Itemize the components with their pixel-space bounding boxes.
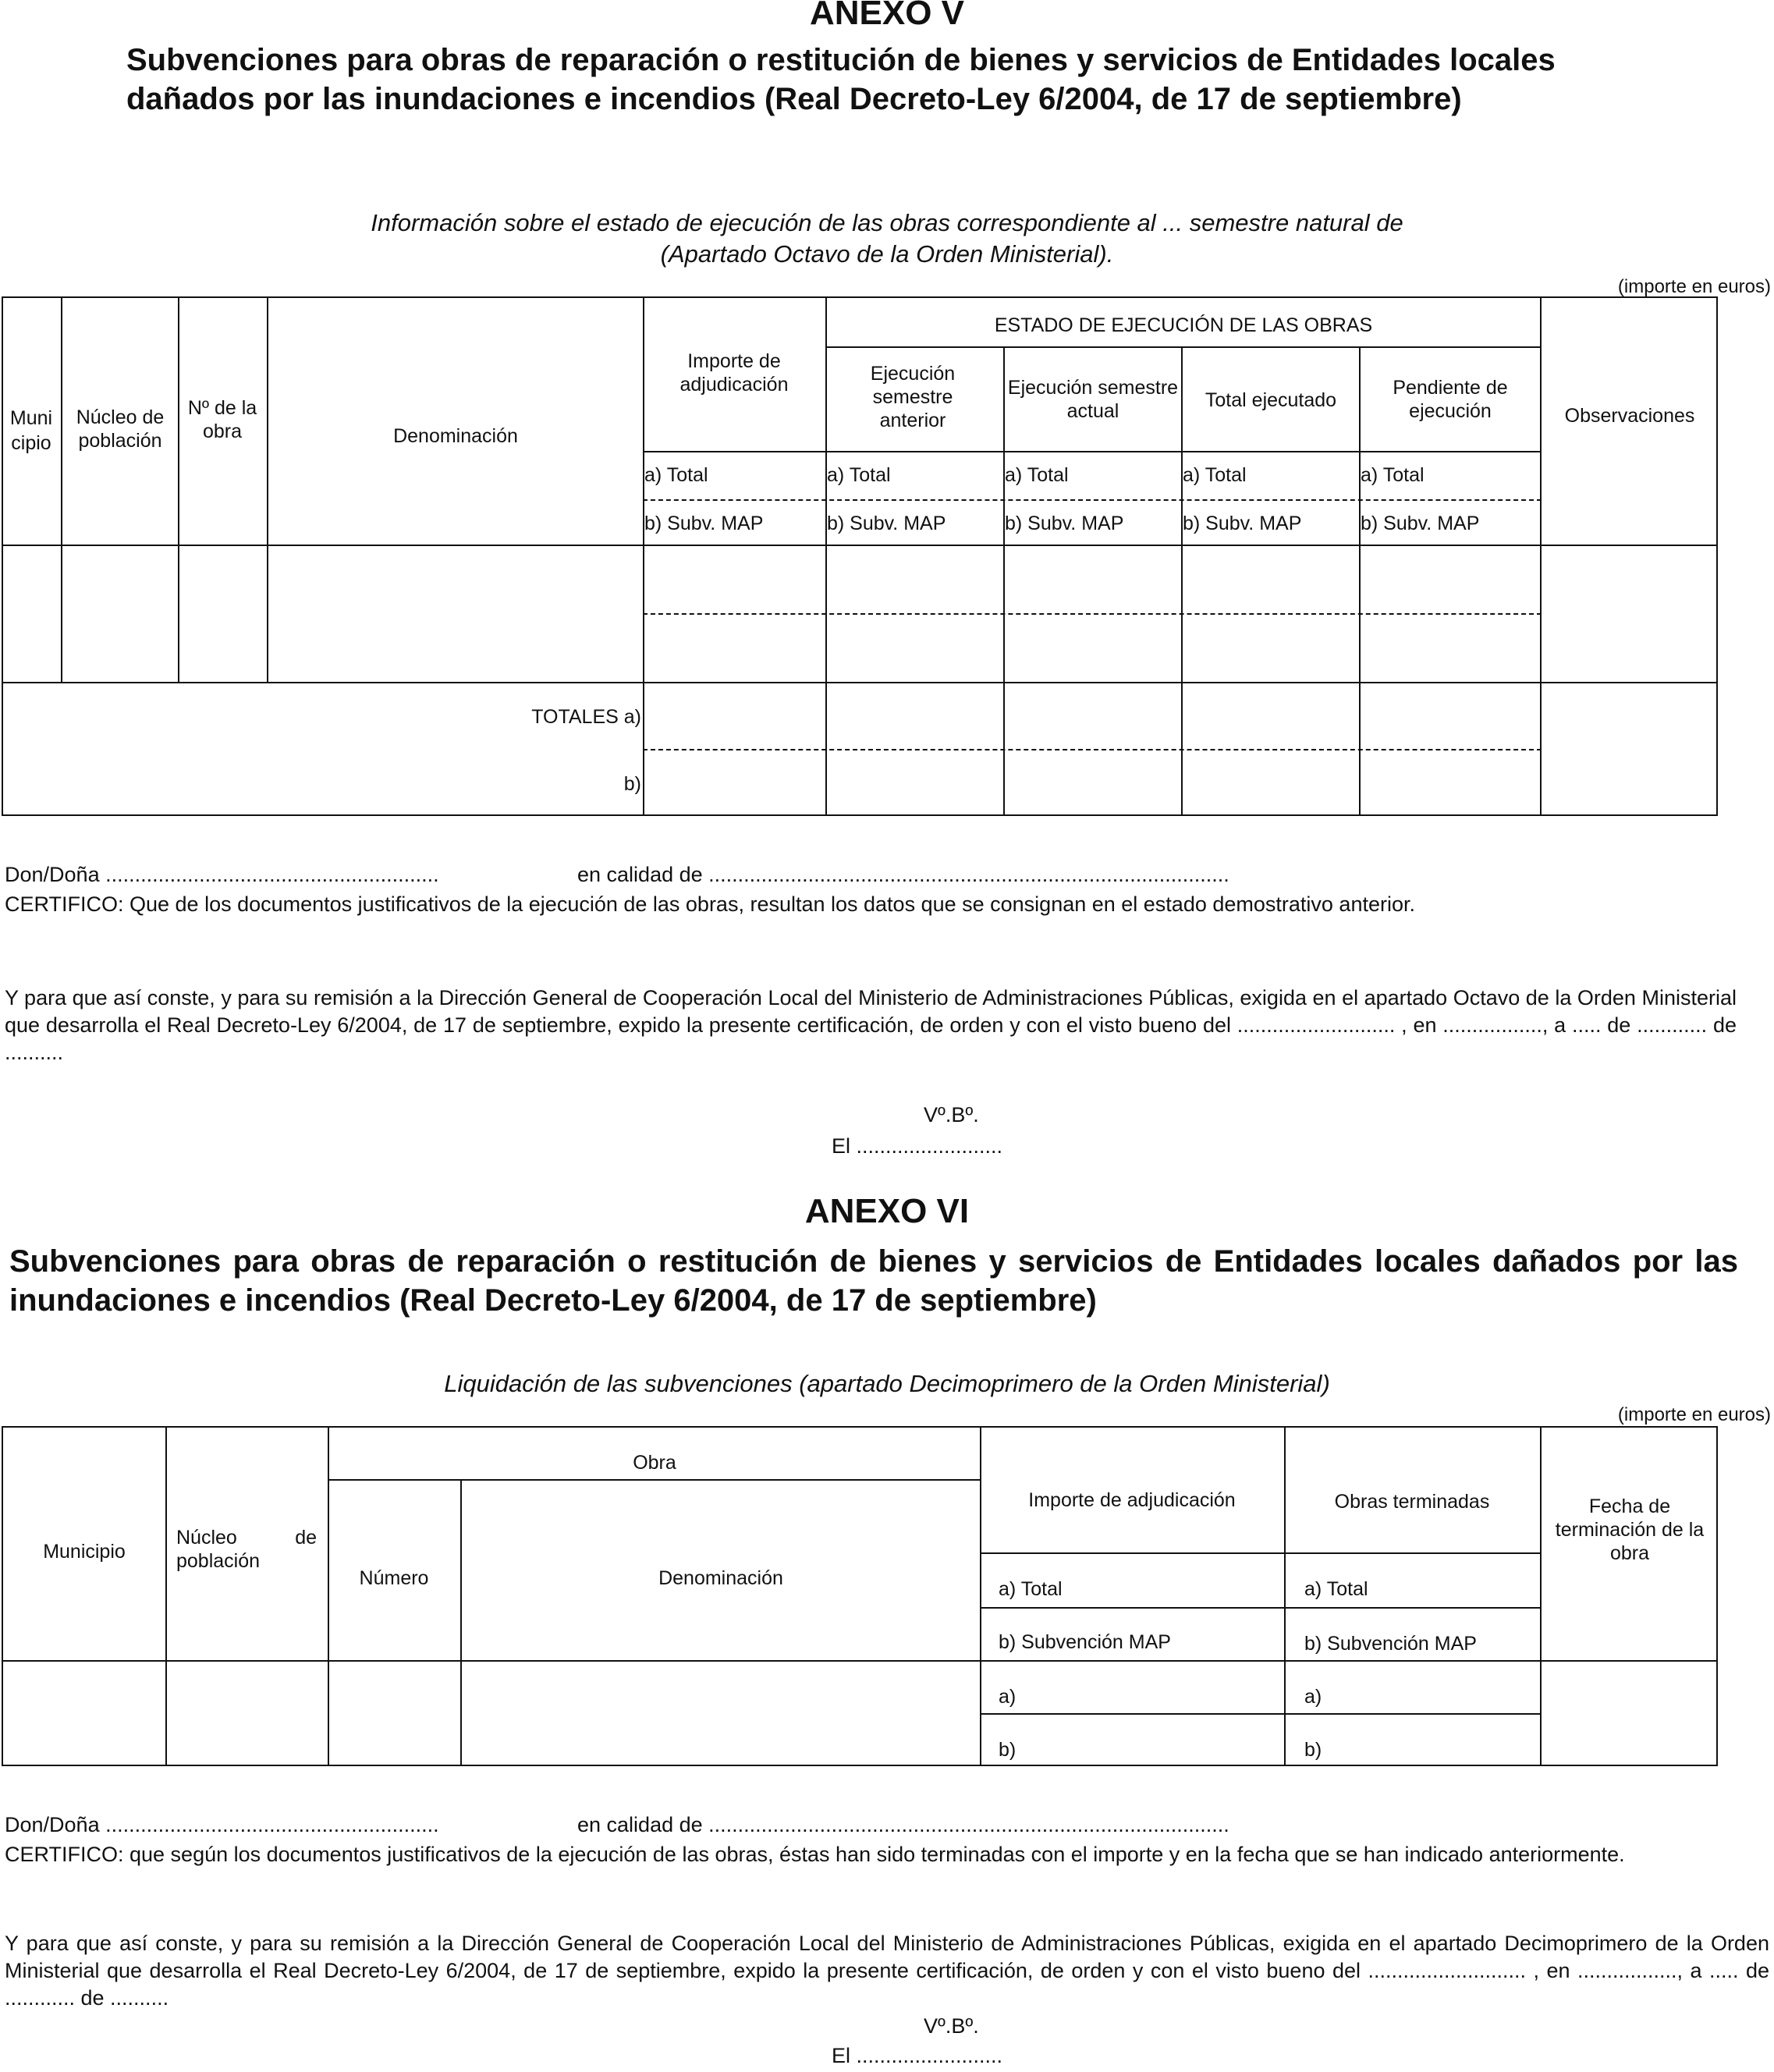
col-obras-terminadas: Obras terminadas [1334, 1491, 1490, 1513]
row-a-label: a) Total [1304, 1578, 1368, 1600]
col-municipio: Municipio [43, 1541, 126, 1563]
anexo-vi-vobo: Vº.Bº. [924, 2014, 979, 2038]
group-obra: Obra [633, 1452, 676, 1474]
row-b-label: b) Subvención MAP [999, 1631, 1171, 1653]
row-a-label: a) Total [999, 1578, 1063, 1600]
anexo-vi-title: Subvenciones para obras de reparación o restitución de bienes y servicios de Entidades locales dañados por las inundaciones e incendios (Real Decreto-Ley 6/2004, de 17 de septiembre) [9, 1244, 1738, 1318]
col-importe-adjudicacion: Importe de adjudicación [679, 350, 789, 396]
col-nucleo-poblacion: Núcleo de población [76, 406, 165, 452]
anexo-vi-certifico: CERTIFICO: que según los documentos justificativos de la ejecución de las obras, éstas han sido terminadas con el importe y en la fecha que se han indicado anteriormente. [5, 1843, 1625, 1866]
anexo-vi-calidad-line: en calidad de ......................................................................................... [577, 1813, 1229, 1836]
col-fecha-terminacion: Fecha de terminación de la obra [1555, 1495, 1705, 1564]
row-a-label: a) Total [1361, 464, 1425, 486]
col-nucleo-poblacion: Núcleo de población [176, 1527, 317, 1572]
data-a-label: a) [1304, 1686, 1322, 1708]
row-a-label: a) Total [827, 464, 891, 486]
anexo-v-certifico: CERTIFICO: Que de los documentos justificativos de la ejecución de las obras, resultan los datos que se consignan en el estado demostrativo anterior. [5, 892, 1415, 916]
col-numero-obra: Nº de la obra [187, 397, 257, 442]
anexo-vi-heading: ANEXO VI [804, 1192, 970, 1230]
anexo-v-calidad-line: en calidad de ......................................................................................... [577, 863, 1229, 886]
group-estado-ejecucion: ESTADO DE EJECUCIÓN DE LAS OBRAS [994, 314, 1373, 336]
anexo-v-amount-note: (importe en euros) [1617, 276, 1771, 297]
anexo-v-y-para: Y para que así conste, y para su remisión a la Dirección General de Cooperación Local del Ministerio de Administraciones Públicas, exigida en el apartado Octavo de la Orden Ministerial que desarrolla el Real Decreto-Ley 6/2004, de 17 de septiembre, expido la presente certificación, de orden y con el visto bueno del ........................... , en ................., a ..... de ............ de .......... [5, 986, 1737, 1064]
anexo-vi-amount-note: (importe en euros) [1617, 1404, 1771, 1425]
col-total-ejecutado: Total ejecutado [1205, 389, 1337, 411]
col-ejecucion-actual: Ejecución semestre actual [1007, 377, 1179, 422]
row-b-label: b) Subv. MAP [644, 513, 764, 534]
totales-a-label: TOTALES a) [531, 706, 641, 728]
col-denominacion: Denominación [393, 425, 518, 447]
anexo-v-don-line: Don/Doña ......................................................... [5, 863, 439, 886]
row-b-label: b) Subv. MAP [1183, 513, 1302, 534]
anexo-vi-el-line: El ......................... [832, 2044, 1003, 2067]
row-b-label: b) Subv. MAP [1361, 513, 1480, 534]
col-denominacion: Denominación [658, 1567, 783, 1589]
anexo-vi-y-para: Y para que así conste, y para su remisión a la Dirección General de Cooperación Local del Ministerio de Administraciones Públicas, exigida en el apartado Decimoprimero de la Orden Ministerial que desarrolla el Real Decreto-Ley 6/2004, de 17 de septiembre, expido la presente certificación, de orden y con el visto bueno del ........................... , en ................., a ..... de ............ de .......... [5, 1932, 1769, 2010]
anexo-v-heading: ANEXO V [809, 0, 965, 32]
anexo-v-el-line: El ......................... [832, 1134, 1003, 1158]
anexo-vi-don-line: Don/Doña ......................................................... [5, 1813, 439, 1836]
row-b-label: b) Subv. MAP [1005, 513, 1124, 534]
col-importe-adjudicacion: Importe de adjudicación [1028, 1489, 1236, 1511]
anexo-v-subtitle-line1: Información sobre el estado de ejecución de las obras correspondiente al ... semestre natural de [371, 209, 1403, 236]
data-b-label: b) [1304, 1739, 1322, 1761]
totales-b-label: b) [623, 773, 641, 795]
data-b-label: b) [999, 1739, 1017, 1761]
anexo-v-title: Subvenciones para obras de reparación o restitución de bienes y servicios de Entidades locales dañados por las inundaciones e incendios (Real Decreto-Ley 6/2004, de 17 de septiembre) [126, 43, 1556, 116]
col-observaciones: Observaciones [1564, 405, 1695, 427]
row-b-label: b) Subvención MAP [1304, 1633, 1477, 1655]
row-a-label: a) Total [1183, 464, 1247, 486]
col-numero: Número [359, 1567, 429, 1589]
col-ejecucion-anterior: Ejecución semestre anterior [870, 363, 956, 431]
row-a-label: a) Total [1005, 464, 1069, 486]
row-a-label: a) Total [644, 464, 708, 486]
anexo-vi-subtitle: Liquidación de las subvenciones (apartado Decimoprimero de la Orden Ministerial) [444, 1370, 1330, 1397]
row-b-label: b) Subv. MAP [827, 513, 946, 534]
col-municipio: Muni cipio [9, 407, 53, 454]
anexo-v-vobo: Vº.Bº. [924, 1103, 979, 1126]
data-a-label: a) [999, 1686, 1017, 1708]
col-pendiente-ejecucion: Pendiente de ejecución [1393, 377, 1508, 422]
anexo-v-subtitle-line2: (Apartado Octavo de la Orden Ministerial). [660, 240, 1114, 268]
